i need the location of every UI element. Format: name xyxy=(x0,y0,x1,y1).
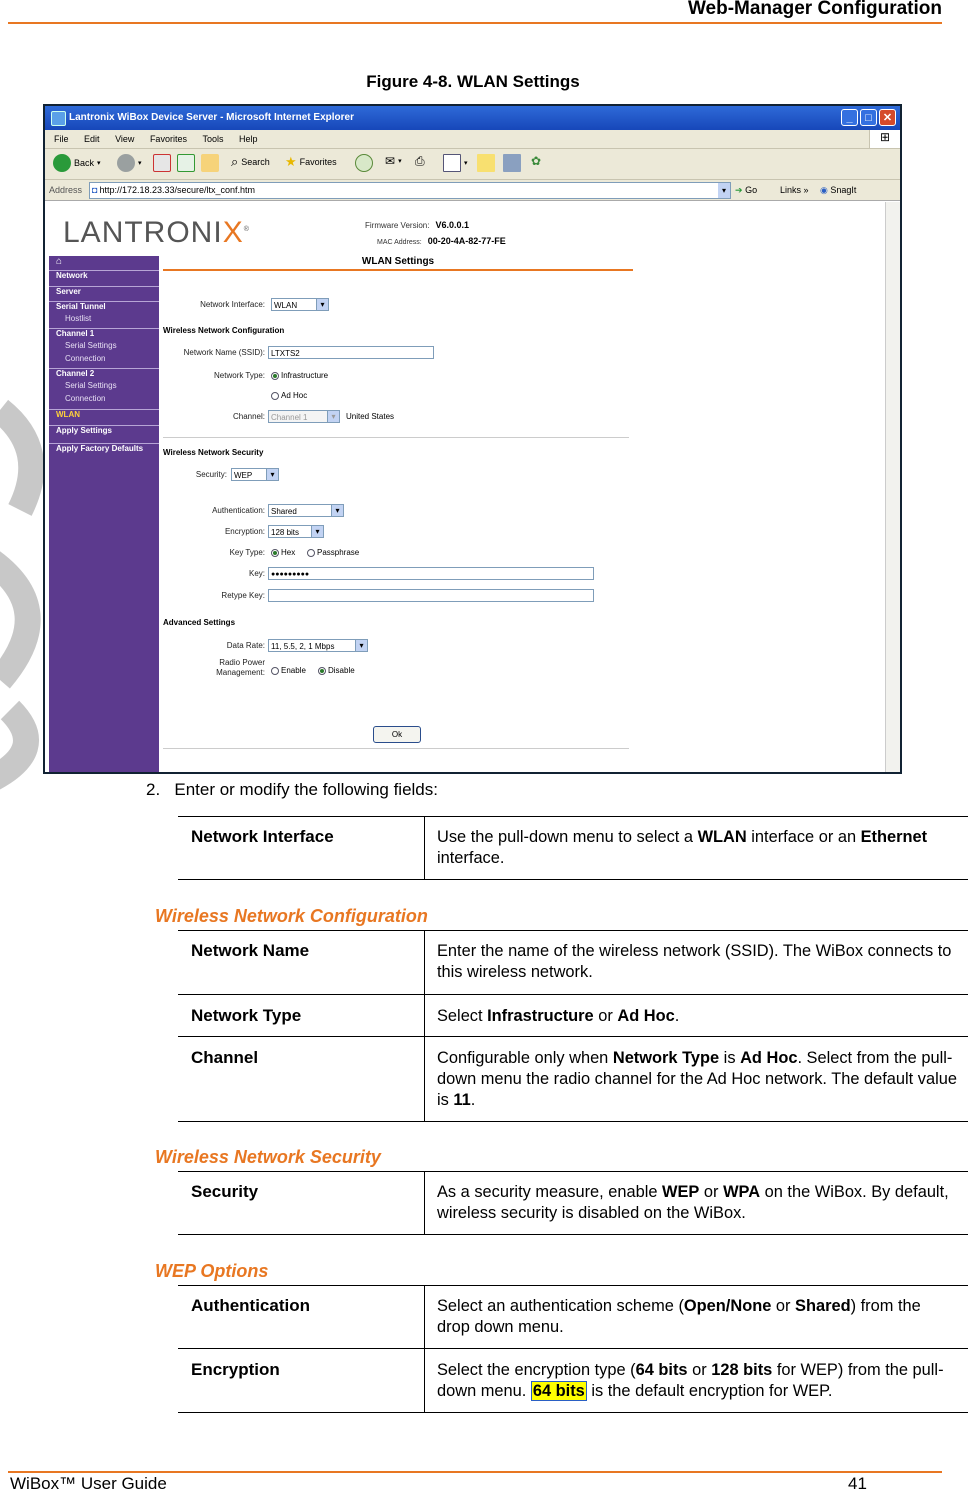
snagit-button[interactable]: ◉ SnagIt xyxy=(820,185,857,195)
word-icon xyxy=(443,154,461,172)
research-button[interactable] xyxy=(503,154,521,172)
authentication-label: Authentication: xyxy=(212,506,265,515)
footer-guide-title: WiBox™ User Guide xyxy=(10,1474,167,1493)
ssid-input[interactable]: LTXTS2 xyxy=(268,346,434,359)
lantronix-logo: LANTRONIX® xyxy=(63,216,250,249)
row-encryption: Encryption Select the encryption type (64 bits or 128 bits for WEP) from the pull-down menu. 64 bits is the default encryption for WEP. xyxy=(178,1349,968,1413)
ie-toolbar xyxy=(45,149,900,180)
channel-label: Channel: xyxy=(232,412,265,421)
network-interface-label: Network Interface: xyxy=(200,300,265,309)
back-button[interactable]: Back ▾ xyxy=(53,154,101,172)
stop-button[interactable] xyxy=(153,154,171,172)
firmware-version: Firmware Version: V6.0.0.1 xyxy=(365,220,469,230)
address-dropdown-icon[interactable]: ▾ xyxy=(718,183,730,198)
browser-screenshot xyxy=(43,104,902,774)
row-network-name: Network Name Enter the name of the wireless network (SSID). The WiBox connects to this wireless network. xyxy=(178,930,968,995)
radio-passphrase[interactable]: Passphrase xyxy=(307,548,359,557)
section-divider xyxy=(163,437,629,438)
go-arrow-icon: ➔ xyxy=(735,185,743,195)
minimize-button[interactable]: _ xyxy=(841,109,858,126)
figure-caption: Figure 4-8. WLAN Settings xyxy=(366,72,580,91)
sidebar-item-wlan[interactable]: WLAN xyxy=(49,409,159,419)
forward-arrow-icon xyxy=(117,154,135,172)
snagit-icon: ◉ xyxy=(820,185,828,195)
go-button[interactable]: ➔ Go xyxy=(735,185,758,195)
home-icon xyxy=(201,154,219,172)
sidebar-item-serial-tunnel[interactable]: Serial Tunnel xyxy=(49,301,159,311)
row-network-interface: Network Interface Use the pull-down menu to select a WLAN interface or an Ethernet interface. xyxy=(178,816,968,880)
radio-disable[interactable]: Disable xyxy=(318,666,355,675)
form-bottom-divider xyxy=(163,748,629,749)
stop-icon xyxy=(153,154,171,172)
menu-edit[interactable]: Edit xyxy=(84,134,100,144)
retype-key-label: Retype Key: xyxy=(221,591,265,600)
sidebar-item-apply-factory-defaults[interactable]: Apply Factory Defaults xyxy=(49,443,159,453)
row-network-type: Network Type Select Infrastructure or Ad Hoc. xyxy=(178,995,968,1037)
page-icon: ◘ xyxy=(92,185,98,195)
key-input[interactable]: ●●●●●●●●● xyxy=(268,567,594,580)
section-heading-wep-options: WEP Options xyxy=(155,1261,269,1281)
row-security: Security As a security measure, enable WEP or WPA on the WiBox. By default, wireless security is disabled on the WiBox. xyxy=(178,1171,968,1235)
sidebar-item-serial-settings-1[interactable]: Serial Settings xyxy=(65,341,117,350)
key-label: Key: xyxy=(248,569,265,578)
key-type-label: Key Type: xyxy=(229,548,265,557)
menu-tools[interactable]: Tools xyxy=(202,134,224,144)
sidebar-item-channel-1[interactable]: Channel 1 xyxy=(49,328,159,338)
window-title: Lantronix WiBox Device Server - Microsoft Internet Explorer xyxy=(69,112,354,123)
close-button[interactable]: ✕ xyxy=(879,109,896,126)
country-text: United States xyxy=(346,412,395,421)
discuss-button[interactable] xyxy=(477,154,495,172)
advanced-settings-heading: Advanced Settings xyxy=(163,618,236,627)
security-heading: Wireless Network Security xyxy=(163,448,264,457)
favorites-button[interactable]: ★ Favorites xyxy=(285,154,337,169)
radio-infrastructure[interactable]: Infrastructure xyxy=(271,371,328,380)
data-rate-select[interactable]: 11, 5.5, 2, 1 Mbps ▾ xyxy=(268,639,368,652)
forward-button[interactable]: ▾ xyxy=(117,154,142,172)
highlighted-default: 64 bits xyxy=(532,1382,585,1400)
authentication-select[interactable]: Shared ▾ xyxy=(268,504,344,517)
section-heading-wireless-security: Wireless Network Security xyxy=(155,1147,381,1167)
sidebar-item-connection-2[interactable]: Connection xyxy=(65,394,106,403)
sidebar-item-apply-settings[interactable]: Apply Settings xyxy=(49,425,159,435)
mail-icon: ✉ xyxy=(385,154,396,168)
ie-title-bar xyxy=(45,106,900,130)
sidebar-item-connection-1[interactable]: Connection xyxy=(65,354,106,363)
sidebar-nav xyxy=(49,256,159,774)
print-icon: ⎙ xyxy=(415,154,425,168)
home-button[interactable] xyxy=(201,154,219,172)
radio-power-label: Radio Power Management: xyxy=(216,658,265,677)
row-channel: Channel Configurable only when Network Type is Ad Hoc. Select from the pull-down menu the radio channel for the Ad Hoc network. The default value is 11. xyxy=(178,1037,968,1122)
mac-address: MAC Address: 00-20-4A-82-77-FE xyxy=(377,236,506,246)
refresh-icon xyxy=(177,154,195,172)
ie-menu-bar xyxy=(45,130,900,149)
ssid-label: Network Name (SSID): xyxy=(183,348,265,357)
address-bar xyxy=(45,180,900,201)
menu-help[interactable]: Help xyxy=(239,134,258,144)
history-button[interactable] xyxy=(355,154,373,172)
security-label: Security: xyxy=(195,470,227,479)
encryption-label: Encryption: xyxy=(224,527,265,536)
search-button[interactable]: ⌕ Search xyxy=(231,154,270,169)
refresh-button[interactable] xyxy=(177,154,195,172)
messenger-icon: ✿ xyxy=(531,154,542,168)
web-page xyxy=(49,202,886,772)
form-title: WLAN Settings xyxy=(361,256,435,267)
address-input[interactable]: ◘ http://172.18.23.33/secure/ltx_conf.htm ▾ xyxy=(89,182,731,199)
row-authentication: Authentication Select an authentication scheme (Open/None or Shared) from the drop down menu. xyxy=(178,1285,968,1349)
messenger-button[interactable] xyxy=(531,154,541,168)
links-button[interactable]: Links » xyxy=(780,185,809,195)
security-select[interactable]: WEP ▾ xyxy=(231,468,279,481)
radio-hex[interactable]: Hex xyxy=(271,548,295,557)
sidebar-item-serial-settings-2[interactable]: Serial Settings xyxy=(65,381,117,390)
address-label: Address xyxy=(49,185,83,195)
menu-favorites[interactable]: Favorites xyxy=(149,134,187,144)
mail-button[interactable]: ✉ ▾ xyxy=(385,154,402,168)
ie-window-icon xyxy=(51,111,66,126)
maximize-button[interactable]: □ xyxy=(860,109,877,126)
radio-enable[interactable]: Enable xyxy=(271,666,306,675)
note-icon xyxy=(477,154,495,172)
ok-button[interactable]: Ok xyxy=(373,726,421,743)
form-title-rule xyxy=(163,269,633,271)
step-instruction: 2. Enter or modify the following fields: xyxy=(146,780,438,799)
research-icon xyxy=(503,154,521,172)
footer-rule xyxy=(8,1471,942,1473)
sidebar-item-network[interactable]: Network xyxy=(49,270,159,280)
sidebar-item-server[interactable]: Server xyxy=(49,286,159,296)
radio-ad-hoc[interactable]: Ad Hoc xyxy=(271,391,307,400)
home-icon[interactable]: ⌂ xyxy=(56,256,63,267)
retype-key-input[interactable] xyxy=(268,589,594,602)
page-number: 41 xyxy=(848,1474,867,1493)
header-rule xyxy=(8,22,942,24)
menu-view[interactable]: View xyxy=(115,134,135,144)
back-arrow-icon xyxy=(53,154,71,172)
history-icon xyxy=(355,154,373,172)
edit-button[interactable]: ▾ xyxy=(443,154,468,172)
vertical-scrollbar[interactable] xyxy=(885,202,900,772)
encryption-select[interactable]: 128 bits ▾ xyxy=(268,525,324,538)
star-icon: ★ xyxy=(285,154,297,169)
network-interface-select[interactable]: WLAN ▾ xyxy=(271,298,329,311)
page-header-title: Web-Manager Configuration xyxy=(687,0,942,19)
search-icon: ⌕ xyxy=(231,154,239,169)
data-rate-label: Data Rate: xyxy=(226,641,265,650)
menu-file[interactable]: File xyxy=(54,134,69,144)
windows-flag-icon: ⊞ xyxy=(869,130,900,148)
network-type-label: Network Type: xyxy=(214,371,265,380)
wireless-config-heading: Wireless Network Configuration xyxy=(163,326,285,335)
sidebar-item-channel-2[interactable]: Channel 2 xyxy=(49,368,159,378)
sidebar-item-hostlist[interactable]: Hostlist xyxy=(65,314,92,323)
channel-select[interactable]: Channel 1 ▾ xyxy=(268,410,340,423)
print-button[interactable] xyxy=(415,154,425,169)
section-heading-wireless-config: Wireless Network Configuration xyxy=(155,906,428,926)
